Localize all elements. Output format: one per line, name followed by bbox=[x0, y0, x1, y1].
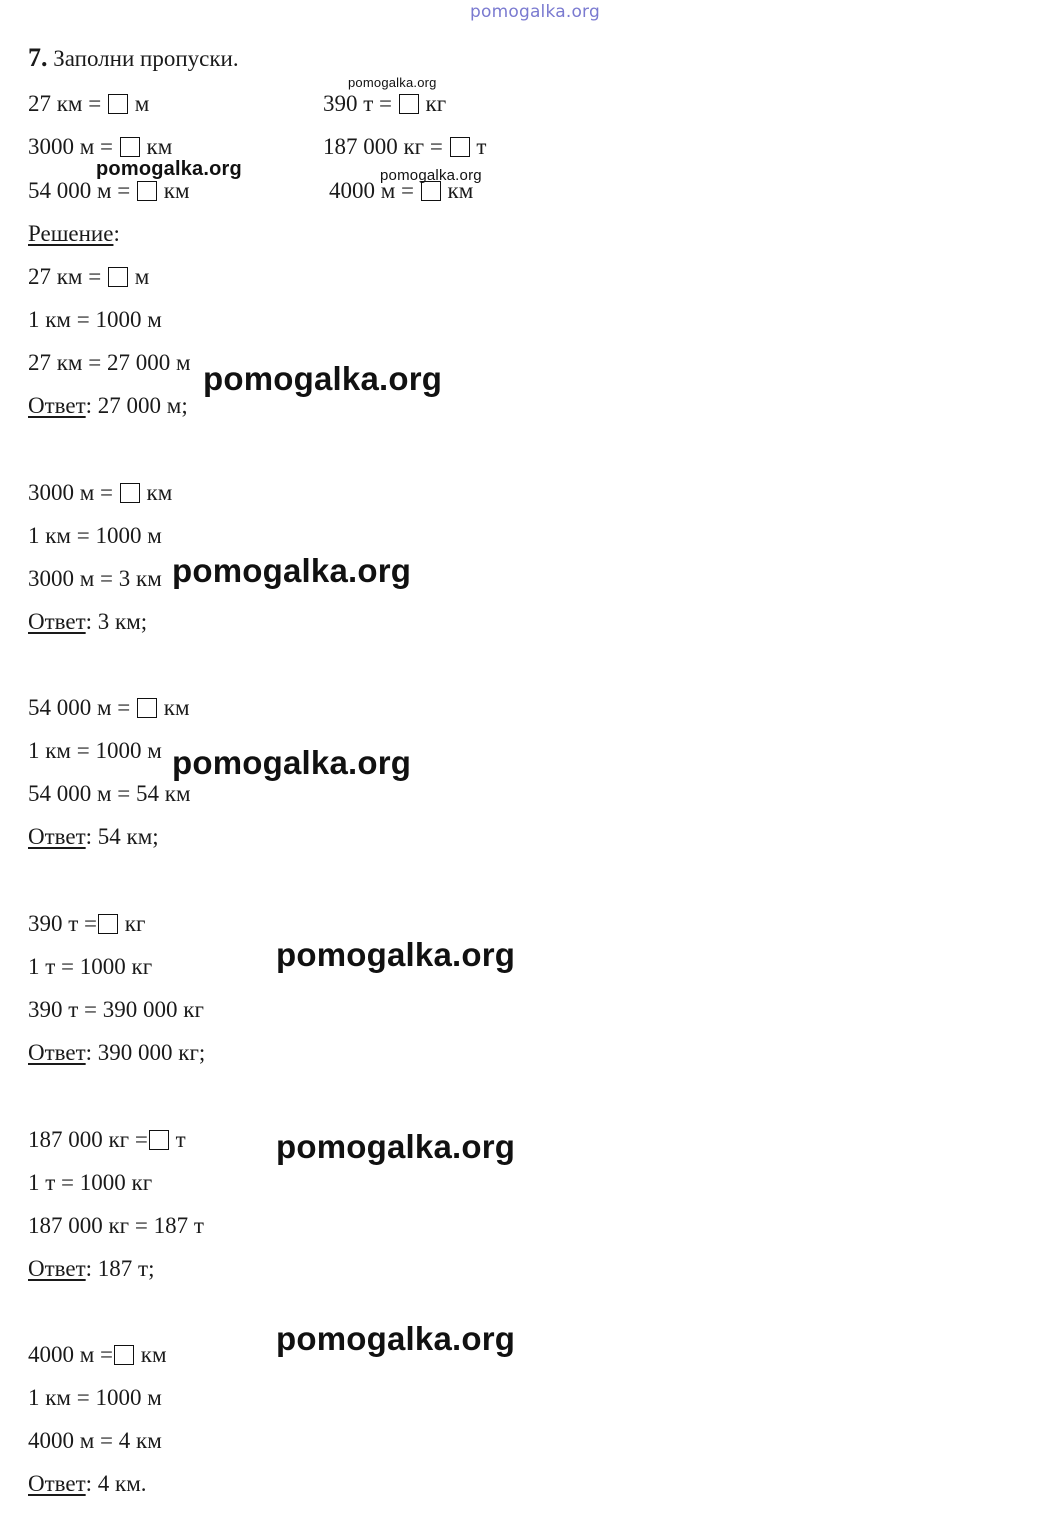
blank-box bbox=[108, 267, 128, 287]
solution-answer bbox=[28, 1039, 205, 1067]
problem-4 bbox=[323, 90, 446, 118]
task-number: 7. bbox=[28, 43, 48, 72]
watermark-big-5: pomogalka.org bbox=[276, 1128, 516, 1165]
solution-task-unit: км bbox=[146, 480, 173, 505]
solution-rule: 1 км = 1000 м bbox=[28, 307, 162, 332]
solution-rule: 1 т = 1000 кг bbox=[28, 954, 153, 979]
solution-task-left: 390 т = bbox=[28, 911, 98, 936]
watermark-small-1: pomogalka.org bbox=[348, 75, 437, 90]
problem-1-unit: м bbox=[134, 91, 150, 116]
solution-answer bbox=[28, 823, 191, 851]
blank-box bbox=[120, 483, 140, 503]
solution-calc: 187 000 кг = 187 т bbox=[28, 1213, 204, 1238]
solution-colon: : bbox=[113, 221, 120, 246]
solution-rule: 1 км = 1000 м bbox=[28, 1385, 162, 1410]
solution-task-left: 4000 м = bbox=[28, 1342, 114, 1367]
answer-value: : 54 км; bbox=[85, 824, 159, 849]
solution-task-left: 54 000 м = bbox=[28, 695, 131, 720]
problem-5 bbox=[323, 133, 486, 161]
problem-2-unit: км bbox=[146, 134, 173, 159]
solution-answer bbox=[28, 1255, 204, 1283]
blank-box bbox=[120, 137, 140, 157]
solution-task bbox=[28, 263, 191, 306]
watermark-big-6: pomogalka.org bbox=[276, 1320, 516, 1357]
solution-block-1 bbox=[28, 263, 191, 420]
solution-block-4 bbox=[28, 910, 205, 1067]
solution-task bbox=[28, 1341, 167, 1384]
solution-block-5 bbox=[28, 1126, 204, 1283]
answer-label: Ответ bbox=[28, 393, 86, 418]
watermark-top: pomogalka.org bbox=[470, 2, 600, 22]
problem-1-left: 27 км = bbox=[28, 91, 102, 116]
solution-calc: 390 т = 390 000 кг bbox=[28, 997, 204, 1022]
blank-box bbox=[114, 1345, 134, 1365]
solution-block-2 bbox=[28, 479, 172, 636]
solution-rule: 1 км = 1000 м bbox=[28, 523, 162, 548]
solution-answer bbox=[28, 608, 172, 636]
solution-task-left: 187 000 кг = bbox=[28, 1127, 148, 1152]
solution-heading bbox=[28, 220, 120, 248]
blank-box bbox=[421, 181, 441, 201]
solution-answer bbox=[28, 392, 191, 420]
task-title: Заполни пропуски. bbox=[53, 46, 239, 71]
problem-5-unit: т bbox=[476, 134, 487, 159]
answer-value: : 187 т; bbox=[85, 1256, 155, 1281]
answer-value: : 390 000 кг; bbox=[85, 1040, 206, 1065]
answer-label: Ответ bbox=[28, 824, 86, 849]
problem-2-left: 3000 м = bbox=[28, 134, 114, 159]
solution-calc: 4000 м = 4 км bbox=[28, 1428, 162, 1453]
solution-task-unit: т bbox=[175, 1127, 186, 1152]
solution-task-unit: км bbox=[163, 695, 190, 720]
watermark-big-3: pomogalka.org bbox=[172, 744, 412, 781]
solution-calc: 27 км = 27 000 м bbox=[28, 350, 191, 375]
watermark-mid-1: pomogalka.org bbox=[96, 158, 242, 180]
solution-task-left: 27 км = bbox=[28, 264, 102, 289]
answer-label: Ответ bbox=[28, 1471, 86, 1496]
solution-calc: 54 000 м = 54 км bbox=[28, 781, 191, 806]
blank-box bbox=[137, 698, 157, 718]
blank-box bbox=[399, 94, 419, 114]
solution-rule: 1 км = 1000 м bbox=[28, 738, 162, 763]
watermark-big-4: pomogalka.org bbox=[276, 936, 516, 973]
solution-task bbox=[28, 694, 191, 737]
solution-label: Решение bbox=[28, 221, 114, 246]
solution-task-unit: м bbox=[134, 264, 150, 289]
blank-box bbox=[98, 914, 118, 934]
problem-5-left: 187 000 кг = bbox=[323, 134, 443, 159]
solution-rule: 1 т = 1000 кг bbox=[28, 1170, 153, 1195]
blank-box bbox=[108, 94, 128, 114]
problem-3-unit: км bbox=[163, 178, 190, 203]
answer-label: Ответ bbox=[28, 1256, 86, 1281]
answer-value: : 3 км; bbox=[85, 609, 148, 634]
problem-4-left: 390 т = bbox=[323, 91, 393, 116]
blank-box bbox=[137, 181, 157, 201]
solution-task-unit: кг bbox=[124, 911, 146, 936]
solution-block-3 bbox=[28, 694, 191, 851]
solution-task bbox=[28, 910, 205, 953]
watermark-big-2: pomogalka.org bbox=[172, 552, 412, 589]
solution-block-6 bbox=[28, 1341, 167, 1498]
solution-task bbox=[28, 479, 172, 522]
problem-3 bbox=[28, 177, 190, 205]
answer-label: Ответ bbox=[28, 1040, 86, 1065]
answer-value: : 4 км. bbox=[85, 1471, 147, 1496]
problem-1 bbox=[28, 90, 149, 118]
solution-task-unit: км bbox=[140, 1342, 167, 1367]
problem-6-unit: км bbox=[447, 178, 474, 203]
answer-value: : 27 000 м; bbox=[85, 393, 188, 418]
problem-2 bbox=[28, 133, 172, 161]
problem-3-left: 54 000 м = bbox=[28, 178, 131, 203]
watermark-small-2: pomogalka.org bbox=[380, 167, 482, 184]
problem-6-left: 4000 м = bbox=[329, 178, 415, 203]
solution-calc: 3000 м = 3 км bbox=[28, 566, 162, 591]
answer-label: Ответ bbox=[28, 609, 86, 634]
solution-answer bbox=[28, 1470, 167, 1498]
watermark-big-1: pomogalka.org bbox=[203, 360, 443, 397]
solution-task bbox=[28, 1126, 204, 1169]
problem-4-unit: кг bbox=[425, 91, 447, 116]
blank-box bbox=[149, 1130, 169, 1150]
blank-box bbox=[450, 137, 470, 157]
task-heading bbox=[28, 44, 239, 73]
solution-task-left: 3000 м = bbox=[28, 480, 114, 505]
